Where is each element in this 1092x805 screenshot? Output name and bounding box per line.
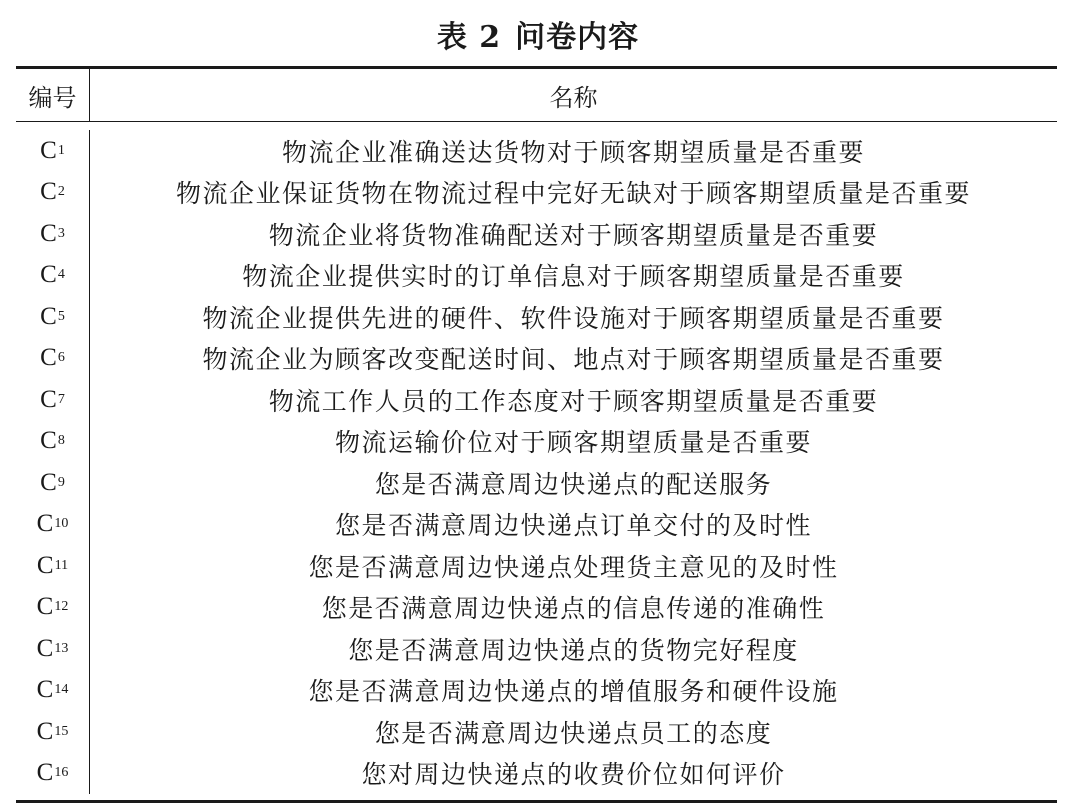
row-id — [16, 379, 90, 421]
row-id-prefix: C — [36, 593, 54, 621]
row-question: 您对周边快递点的收费价位如何评价 — [361, 760, 786, 790]
table-row — [16, 213, 1057, 255]
row-id-prefix: C — [36, 759, 54, 787]
row-id — [16, 338, 90, 380]
row-id-index: 4 — [57, 267, 65, 283]
row-id-prefix: C — [40, 261, 57, 289]
row-question: 物流企业提供先进的硬件、软件设施对于顾客期望质量是否重要 — [202, 303, 945, 333]
row-id — [16, 213, 90, 255]
row-id — [16, 421, 90, 463]
row-question: 您是否满意周边快递点的增值服务和硬件设施 — [308, 677, 839, 707]
table-row — [16, 338, 1057, 380]
table-row — [16, 545, 1057, 587]
table-row — [16, 628, 1057, 670]
row-id-prefix: C — [40, 344, 57, 372]
table-body — [16, 122, 1057, 800]
row-id — [16, 462, 90, 504]
questionnaire-table — [16, 66, 1057, 803]
row-question: 您是否满意周边快递点员工的态度 — [374, 718, 773, 748]
row-id-prefix: C — [40, 427, 57, 455]
row-id-index: 8 — [57, 433, 65, 449]
row-id-index: 10 — [54, 516, 69, 532]
row-question: 物流企业提供实时的订单信息对于顾客期望质量是否重要 — [242, 262, 905, 292]
row-id-prefix: C — [40, 136, 57, 164]
row-id — [16, 172, 90, 214]
table-row — [16, 421, 1057, 463]
row-question: 您是否满意周边快递点处理货主意见的及时性 — [308, 552, 839, 582]
row-id — [16, 545, 90, 587]
table-title: 问卷内容 — [515, 20, 640, 55]
table-caption — [0, 12, 1076, 56]
table-row — [16, 296, 1057, 338]
row-id-index: 14 — [54, 682, 69, 698]
table-number: 表 2 — [436, 20, 502, 55]
row-id — [16, 587, 90, 629]
row-question: 物流工作人员的工作态度对于顾客期望质量是否重要 — [268, 386, 879, 416]
row-id — [16, 255, 90, 297]
row-id-index: 2 — [57, 184, 65, 200]
row-question: 物流运输价位对于顾客期望质量是否重要 — [334, 428, 812, 458]
table-row — [16, 753, 1057, 795]
row-id-prefix: C — [36, 510, 54, 538]
row-id-index: 11 — [54, 557, 69, 573]
row-id-prefix: C — [40, 385, 57, 413]
row-question: 物流企业为顾客改变配送时间、地点对于顾客期望质量是否重要 — [202, 345, 945, 375]
row-id — [16, 628, 90, 670]
table-row — [16, 379, 1057, 421]
table-row — [16, 172, 1057, 214]
row-id-index: 16 — [54, 765, 69, 781]
row-id — [16, 753, 90, 795]
table-row — [16, 670, 1057, 712]
row-id-prefix: C — [36, 676, 54, 704]
row-question: 您是否满意周边快递点订单交付的及时性 — [334, 511, 812, 541]
row-id-prefix: C — [40, 178, 57, 206]
header-id: 编号 — [16, 69, 90, 121]
table-header — [16, 69, 1057, 122]
row-question: 您是否满意周边快递点的信息传递的准确性 — [321, 594, 826, 624]
row-id-index: 13 — [54, 640, 69, 656]
row-question: 物流企业准确送达货物对于顾客期望质量是否重要 — [281, 137, 865, 167]
row-id-index: 9 — [57, 474, 65, 490]
row-id — [16, 296, 90, 338]
row-id-prefix: C — [40, 468, 57, 496]
row-id-index: 7 — [57, 391, 65, 407]
row-question: 您是否满意周边快递点的配送服务 — [374, 469, 773, 499]
table-row — [16, 504, 1057, 546]
table-row — [16, 130, 1057, 172]
row-id-index: 6 — [57, 350, 65, 366]
row-id-prefix: C — [36, 634, 54, 662]
row-question: 物流企业保证货物在物流过程中完好无缺对于顾客期望质量是否重要 — [175, 179, 971, 209]
row-id-index: 1 — [57, 142, 65, 158]
row-id — [16, 670, 90, 712]
row-id — [16, 130, 90, 172]
header-name: 名称 — [549, 83, 598, 112]
row-id-prefix: C — [36, 717, 54, 745]
row-id-prefix: C — [40, 302, 57, 330]
row-id — [16, 504, 90, 546]
row-id-prefix: C — [36, 551, 54, 579]
row-id-index: 12 — [54, 599, 69, 615]
table-row — [16, 255, 1057, 297]
row-id-index: 5 — [57, 308, 65, 324]
row-id-index: 15 — [54, 723, 69, 739]
row-question: 您是否满意周边快递点的货物完好程度 — [348, 635, 799, 665]
row-id-prefix: C — [40, 219, 57, 247]
row-id-index: 3 — [57, 225, 65, 241]
row-id — [16, 711, 90, 753]
table-row — [16, 587, 1057, 629]
table-row — [16, 711, 1057, 753]
row-question: 物流企业将货物准确配送对于顾客期望质量是否重要 — [268, 220, 879, 250]
table-row — [16, 462, 1057, 504]
